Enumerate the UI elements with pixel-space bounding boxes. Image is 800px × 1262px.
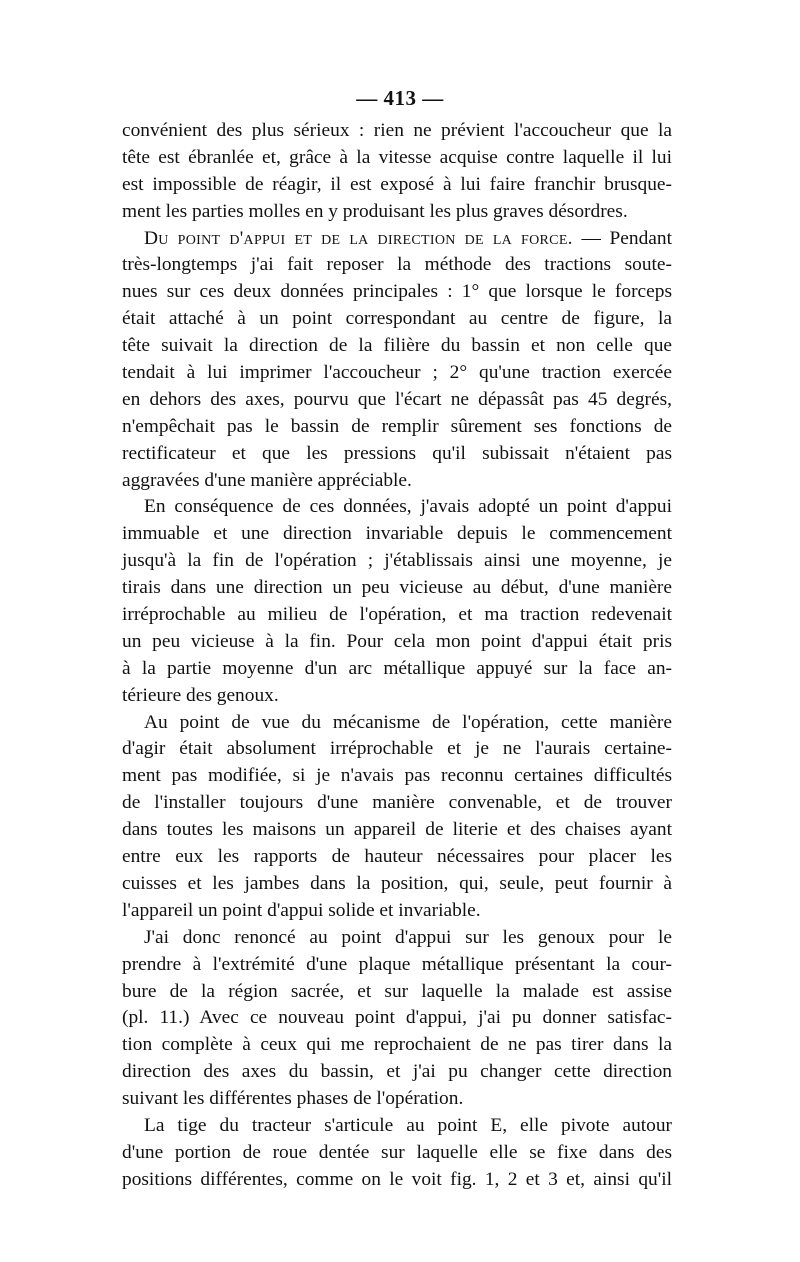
text-line: J'ai donc renoncé au point d'appui sur les genoux pour le xyxy=(144,926,672,948)
text-line: cuisses et les jambes dans la position, qui, seule, peut fournir à xyxy=(122,872,672,894)
text-line: était attaché à un point correspondant au centre de figure, la xyxy=(122,308,672,330)
page-number: — 413 — xyxy=(356,86,444,110)
text-line: d'une portion de roue dentée sur laquelle elle se fixe dans des xyxy=(122,1141,672,1163)
paragraph-6 xyxy=(122,1113,672,1194)
text-line: immuable et une direction invariable depuis le commencement xyxy=(122,523,672,545)
text-line: à la partie moyenne d'un arc métallique appuyé sur la face an- xyxy=(122,657,672,679)
text-line: n'empêchait pas le bassin de remplir sûrement ses fonctions de xyxy=(122,415,672,437)
text-line: dans toutes les maisons un appareil de literie et des chaises ayant xyxy=(122,819,672,841)
text-line: nues sur ces deux données principales : 1° que lorsque le forceps xyxy=(122,281,672,303)
text-line: de l'installer toujours d'une manière convenable, et de trouver xyxy=(122,792,672,814)
text-line: tête suivait la direction de la filière du bassin et non celle que xyxy=(122,335,672,357)
text-line: térieure des genoux. xyxy=(122,684,279,706)
text-line: un peu vicieuse à la fin. Pour cela mon point d'appui était pris xyxy=(122,630,672,652)
text-line: très-longtemps j'ai fait reposer la méthode des tractions soute- xyxy=(122,254,672,276)
page-body xyxy=(122,82,672,1194)
text-line: en dehors des axes, pourvu que l'écart ne dépassât pas 45 degrés, xyxy=(122,388,672,410)
text-line: d'agir était absolument irréprochable et je ne l'aurais certaine- xyxy=(122,738,672,760)
text-line: ment les parties molles en y produisant les plus graves désordres. xyxy=(122,200,628,222)
paragraph-5 xyxy=(122,925,672,1113)
section-heading-line xyxy=(122,226,672,253)
text-line: l'appareil un point d'appui solide et invariable. xyxy=(122,899,481,921)
text-line: ment pas modifiée, si je n'avais pas reconnu certaines difficultés xyxy=(122,765,672,787)
text-line: est impossible de réagir, il est exposé à lui faire franchir brusque- xyxy=(122,173,672,195)
text-line: Au point de vue du mécanisme de l'opération, cette manière xyxy=(144,711,672,733)
paragraph-4 xyxy=(122,710,672,925)
text-line: rectificateur et que les pressions qu'il subissait n'étaient pas xyxy=(122,442,672,464)
text-line: suivant les différentes phases de l'opération. xyxy=(122,1088,464,1110)
section-heading: Du point d'appui et de la direction de la force. xyxy=(144,227,573,249)
paragraph-3 xyxy=(122,494,672,709)
text-line: direction des axes du bassin, et j'ai pu changer cette direction xyxy=(122,1061,672,1083)
paragraph-2 xyxy=(122,226,672,495)
text-line: tirais dans une direction un peu vicieuse au début, d'une manière xyxy=(122,577,672,599)
text-line: irréprochable au milieu de l'opération, et ma traction redevenait xyxy=(122,604,672,626)
text-line: positions différentes, comme on le voit fig. 1, 2 et 3 et, ainsi qu'il xyxy=(122,1168,672,1190)
text-line: (pl. 11.) Avec ce nouveau point d'appui, j'ai pu donner satisfac- xyxy=(122,1007,672,1029)
text-line: La tige du tracteur s'articule au point E, elle pivote autour xyxy=(144,1114,672,1136)
text-line: entre eux les rapports de hauteur nécessaires pour placer les xyxy=(122,846,672,868)
text-line: tête est ébranlée et, grâce à la vitesse acquise contre laquelle il lui xyxy=(122,146,672,168)
text-line: En conséquence de ces données, j'avais adopté un point d'appui xyxy=(144,496,672,518)
text-line: bure de la région sacrée, et sur laquelle la malade est assise xyxy=(122,980,672,1002)
text-line: tion complète à ceux qui me reprochaient de ne pas tirer dans la xyxy=(122,1034,672,1056)
text-line: prendre à l'extrémité d'une plaque métallique présentant la cour- xyxy=(122,953,672,975)
text-line: jusqu'à la fin de l'opération ; j'établissais ainsi une moyenne, je xyxy=(122,550,672,572)
paragraph-1 xyxy=(122,118,672,226)
text-line: aggravées d'une manière appréciable. xyxy=(122,469,412,491)
text-line: convénient des plus sérieux : rien ne prévient l'accoucheur que la xyxy=(122,120,672,141)
heading-continuation: — Pendant xyxy=(572,227,672,249)
text-line: tendait à lui imprimer l'accoucheur ; 2° qu'une traction exercée xyxy=(122,362,672,384)
